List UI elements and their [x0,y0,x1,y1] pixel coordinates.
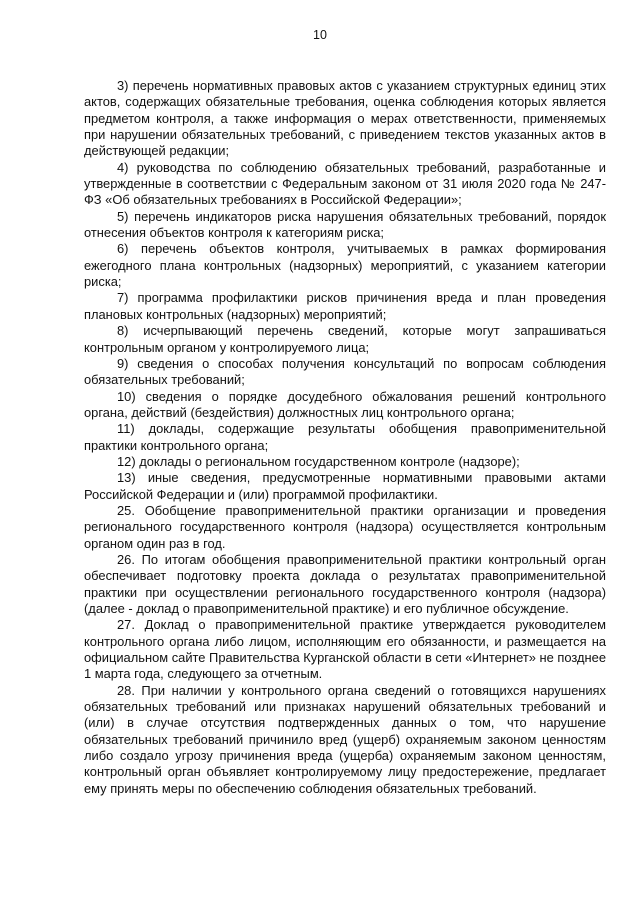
paragraph-item-9: 9) сведения о способах получения консультаций по вопросам соблюдения обязательных требований; [84,355,606,388]
paragraph-clause-26: 26. По итогам обобщения правоприменительной практики контрольный орган обеспечивает подготовку проекта доклада о результатах правоприменительной практики при осуществлении регионального государственного контроля (надзора) (далее - доклад о правоприменительной практике) и его публичное обсуждение. [84,551,606,616]
paragraph-item-5: 5) перечень индикаторов риска нарушения обязательных требований, порядок отнесения объектов контроля к категориям риска; [84,208,606,241]
paragraph-item-6: 6) перечень объектов контроля, учитываемых в рамках формирования ежегодного плана контрольных (надзорных) мероприятий, с указанием категории риска; [84,241,606,290]
paragraph-item-4: 4) руководства по соблюдению обязательных требований, разработанные и утвержденные в соответствии с Федеральным законом от 31 июля 2020 года № 247-ФЗ «Об обязательных требованиях в Российской Федерации»; [84,159,606,208]
paragraph-clause-28: 28. При наличии у контрольного органа сведений о готовящихся нарушениях обязательных требований или признаках нарушений обязательных требований и (или) в случае отсутствия подтвержденных данных о том, что нарушение обязательных требований причинило вред (ущерб) охраняемым законом ценностям либо создало угрозу причинения вреда (ущерба) охраняемым законом ценностям, контрольный орган объявляет контролируемому лицу предостережение, предлагает ему принять меры по обеспечению соблюдения обязательных требований. [84,682,606,796]
document-body [84,78,606,797]
paragraph-item-12: 12) доклады о региональном государственном контроле (надзоре); [117,453,520,469]
paragraph-item-13: 13) иные сведения, предусмотренные нормативными правовыми актами Российской Федерации и (или) программой профилактики. [84,470,606,502]
paragraph-item-11: 11) доклады, содержащие результаты обобщения правоприменительной практики контрольного органа; [84,421,606,453]
page-number: 10 [313,28,327,42]
paragraph-item-8: 8) исчерпывающий перечень сведений, которые могут запрашиваться контрольным органом у контролируемого лица; [84,323,606,355]
paragraph-item-10: 10) сведения о порядке досудебного обжалования решений контрольного органа, действий (бездействия) должностных лиц контрольного органа; [84,388,606,420]
paragraph-item-3: 3) перечень нормативных правовых актов с указанием структурных единиц этих актов, содержащих обязательные требования, оценка соблюдения которых является предметом контроля, а также информация о мерах ответственности, применяемых при нарушении обязательных требований, с приведением текстов указанных актов в действующей редакции; [84,78,606,159]
paragraph-clause-25: 25. Обобщение правоприменительной практики организации и проведения регионального государственного контроля (надзора) осуществляется контрольным органом один раз в год. [84,502,606,551]
paragraph-clause-27: 27. Доклад о правоприменительной практике утверждается руководителем контрольного органа либо лицом, исполняющим его обязанности, и размещается на официальном сайте Правительства Курганской области в сети «Интернет» не позднее 1 марта года, следующего за отчетным. [84,617,606,682]
paragraph-item-7: 7) программа профилактики рисков причинения вреда и план проведения плановых контрольных (надзорных) мероприятий; [84,290,606,322]
